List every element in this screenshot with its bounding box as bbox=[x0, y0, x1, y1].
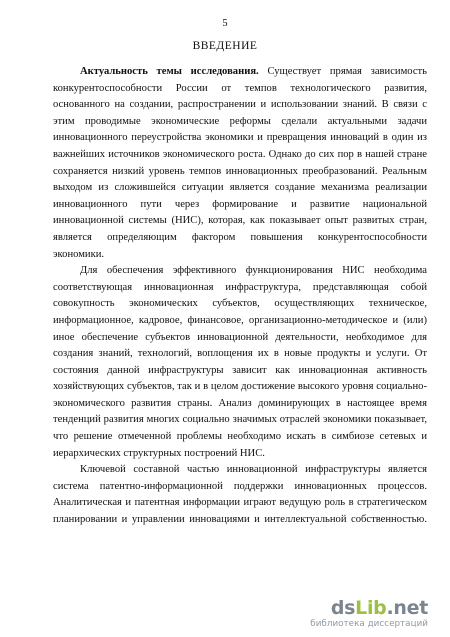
text-line: информационное, кадровое, финансовое, организационно-методическое и (или) bbox=[53, 314, 427, 326]
text-line: Для обеспечения эффективного функционирования НИС необходима bbox=[80, 265, 427, 277]
paragraph-patent-support bbox=[53, 462, 427, 528]
bold-lead: Актуальность темы исследования. bbox=[80, 66, 259, 77]
text-line: Ключевой составной частью инновационной инфраструктуры является bbox=[80, 464, 427, 476]
text-line: экономического развития страны. Анализ доминирующих в настоящее время bbox=[53, 397, 427, 409]
text-line: создания знаний, технологий, воплощения их в новые продукты и услуги. От bbox=[53, 348, 427, 360]
text-line: важнейших источников экономического роста. Однако до сих пор в нашей стране bbox=[53, 148, 427, 160]
text-line: инновационной системы (НИС), которая, как показывает опыт развитых стран, bbox=[53, 215, 427, 227]
text-line: инновационного пути через формирование и развитие национальной bbox=[53, 198, 427, 210]
paragraph-actuality bbox=[53, 64, 427, 263]
text-line: основанного на создании, распространении и использовании знаний. В связи с bbox=[53, 99, 427, 111]
text-line: состояния данной инфраструктуры зависит как инновационная активность bbox=[53, 364, 427, 376]
text-line: инновационного переустройства экономики и превращения инноваций в один из bbox=[53, 132, 427, 144]
dslib-watermark bbox=[312, 597, 430, 631]
document-body bbox=[53, 64, 427, 529]
text-line: система патентно-информационной поддержки инновационных процессов. bbox=[53, 480, 427, 492]
dslib-logo bbox=[331, 597, 428, 619]
watermark-subtitle: библиотека диссертаций bbox=[310, 619, 428, 629]
text-line: что решение отмеченной проблемы необходимо искать в симбиозе сетевых и bbox=[53, 431, 427, 443]
text-line: этим проводимые экономические реформы сделали актуальными задачи bbox=[53, 115, 427, 127]
text-line: конкурентоспособности России от темпов технологического развития, bbox=[53, 82, 427, 94]
text-line: иное обеспечение субъектов инновационной деятельности, необходимое для bbox=[53, 331, 427, 343]
text-line: иерархических структурных построений НИС. bbox=[53, 447, 265, 459]
text-line: хозяйствующих субъектов, так и в целом достижение высокого уровня социально- bbox=[53, 381, 427, 393]
text-line: соответствующая инновационная инфраструктура, представляющая собой bbox=[53, 281, 427, 293]
text-line bbox=[53, 64, 427, 81]
text-line: является определяющим фактором повышения конкурентоспособности bbox=[53, 231, 427, 243]
text-line: сохраняется низкий уровень темпов инновационных преобразований. Реальным bbox=[53, 165, 427, 177]
logo-net: .net bbox=[386, 597, 428, 619]
text-line: выходом из сложившейся ситуации является создание механизма реализации bbox=[53, 182, 427, 194]
text-line-rest: Существует прямая зависимость bbox=[258, 66, 427, 77]
text-line: планировании и управлении инновациями и интеллектуальной собственностью. bbox=[53, 514, 427, 526]
page-number: 5 bbox=[222, 18, 228, 29]
text-line: совокупность экономических субъектов, осуществляющих техническое, bbox=[53, 298, 427, 310]
paragraph-infrastructure bbox=[53, 263, 427, 462]
text-line: Аналитическая и патентная информации играют ведущую роль в стратегическом bbox=[53, 497, 427, 509]
logo-ds: ds bbox=[330, 597, 356, 619]
text-line: экономики. bbox=[53, 248, 105, 260]
logo-lib: Lib bbox=[355, 597, 387, 619]
section-title: ВВЕДЕНИЕ bbox=[192, 40, 258, 52]
text-line: тенденций развития многих социально значимых отраслей экономики показывает, bbox=[53, 414, 427, 426]
